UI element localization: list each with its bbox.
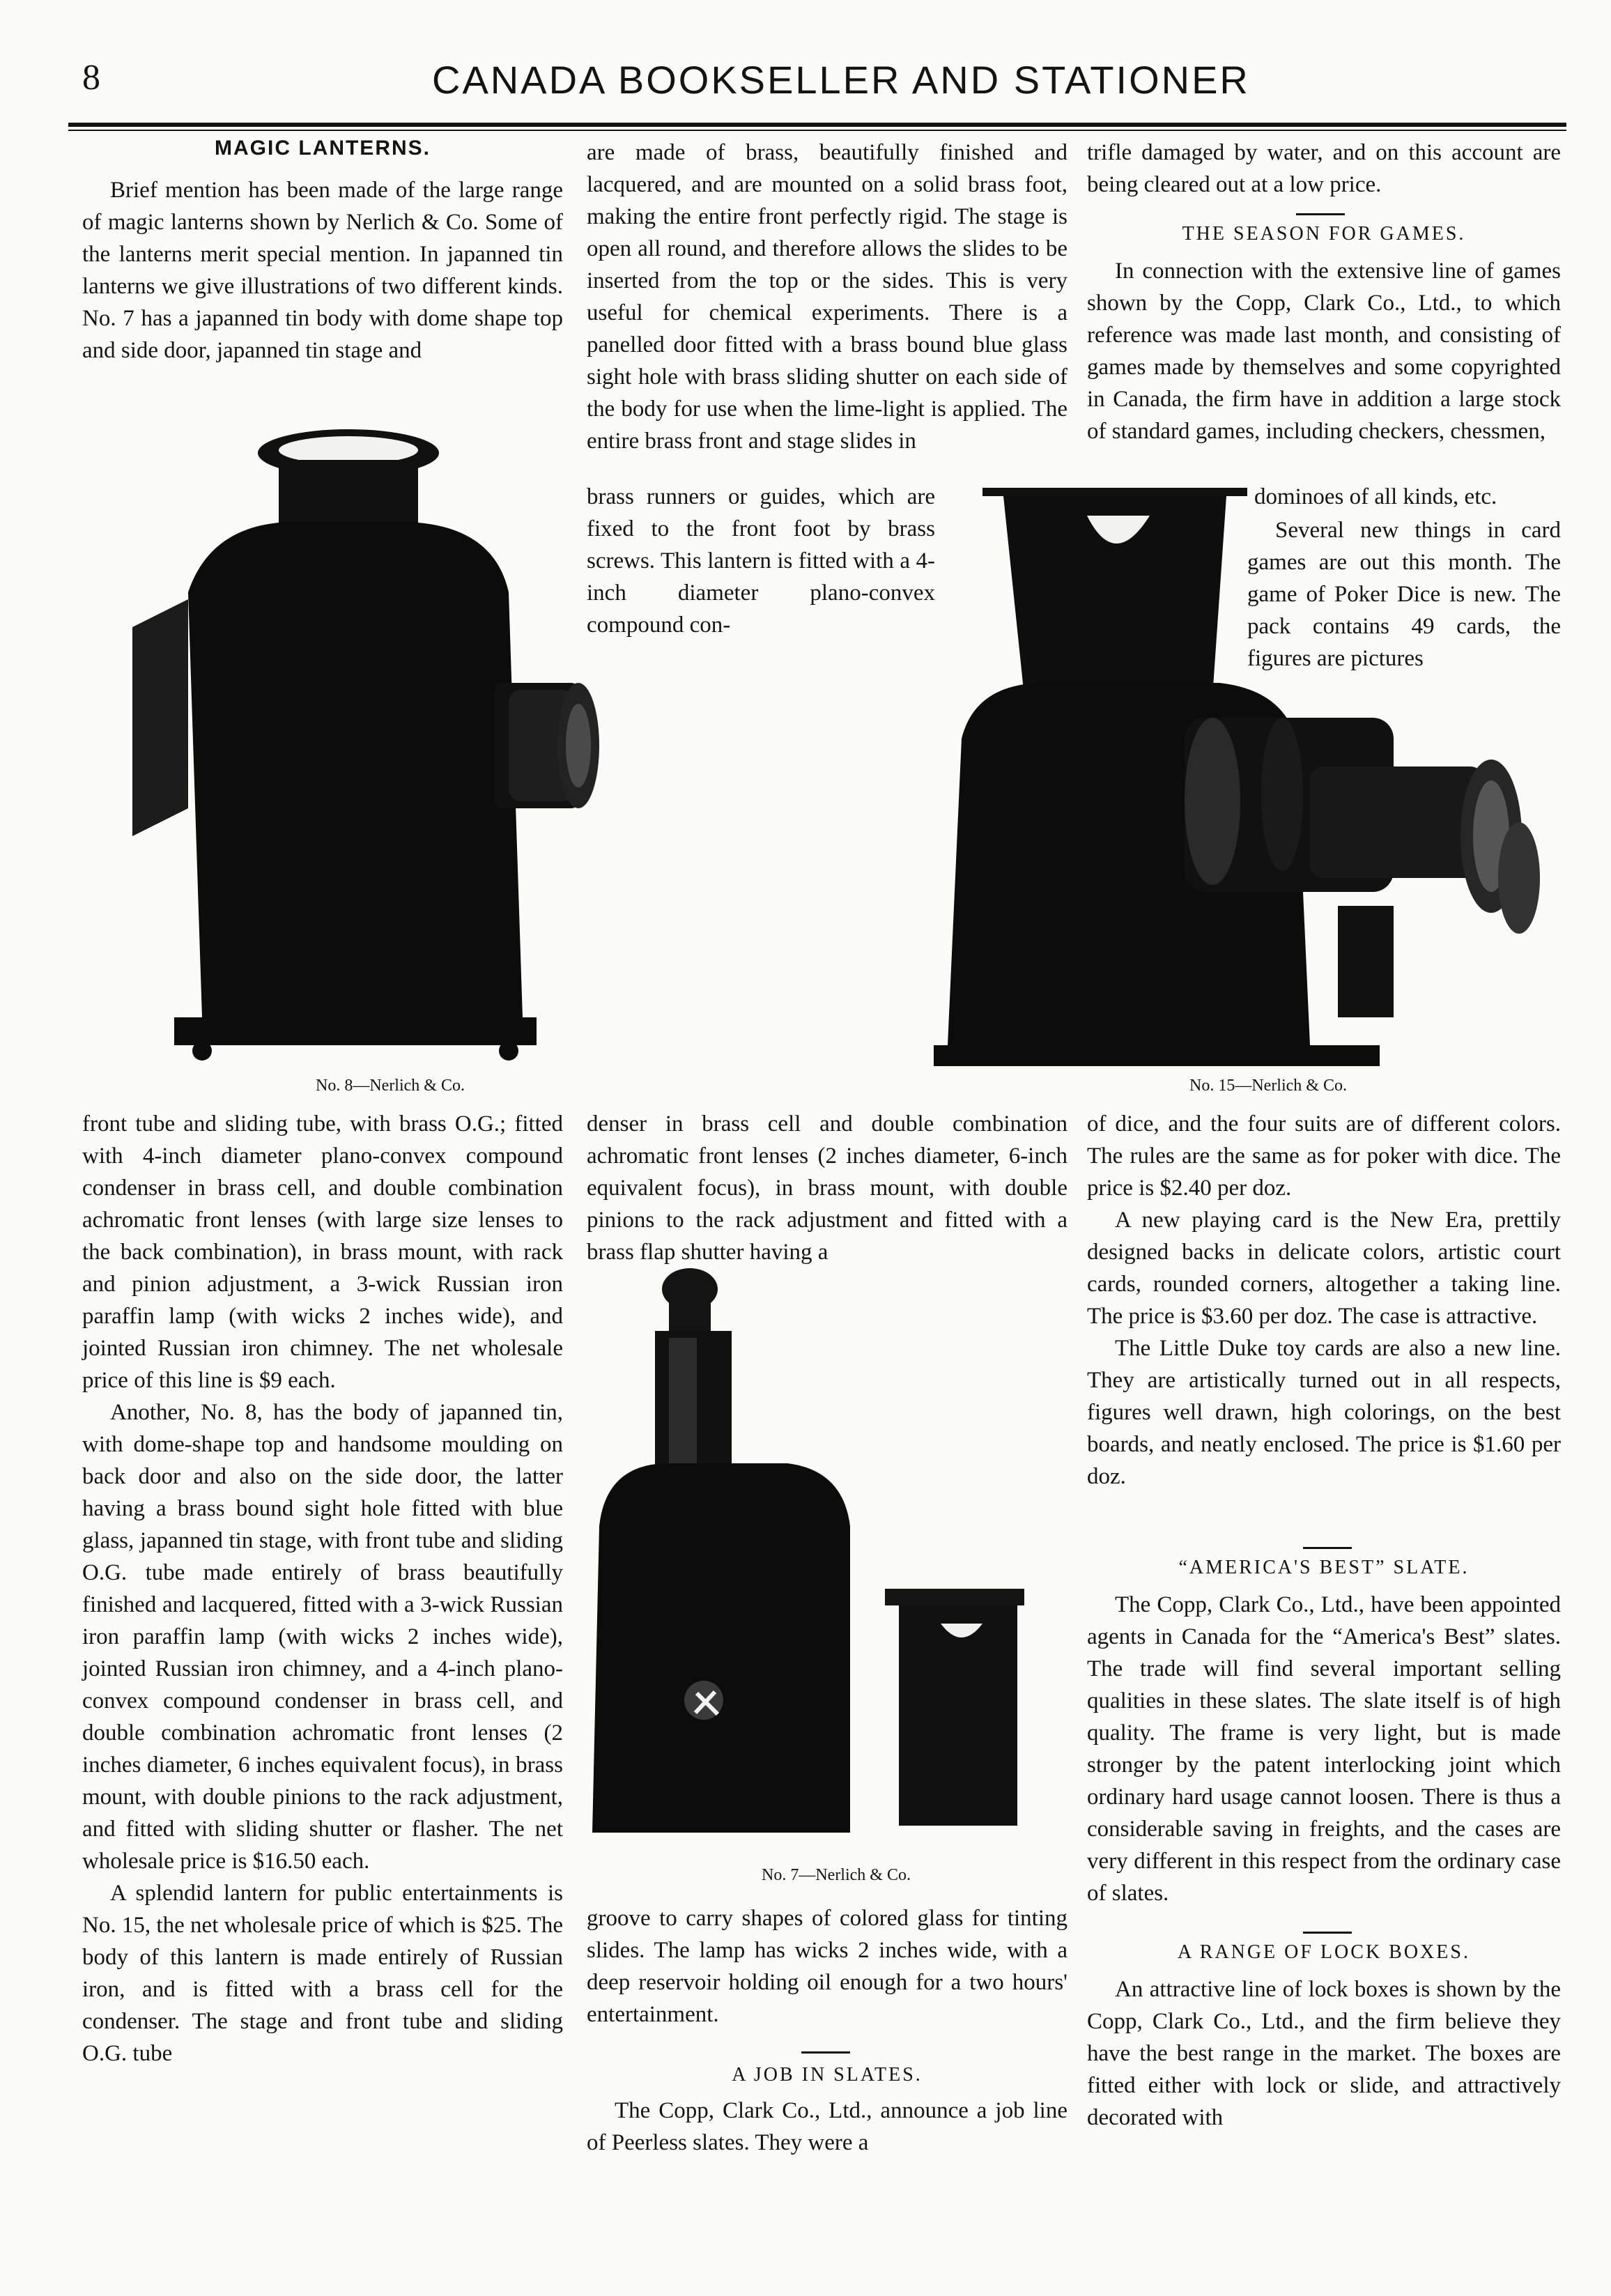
games-para: In connection with the extensive line of games shown by the Copp, Clark Co., Ltd., to which reference was made last month, and consisting of games made by themselves and some copyrighted in Canada, the firm have in addition a large stock of standard games, including checkers, chessmen,	[1087, 259, 1561, 444]
col1-para4: A splendid lantern for public entertainments is No. 15, the net wholesale price of which is $25. The body of this lantern is made entirely of Russian iron, and is fitted with a brass cell for the condenser. The stage and front tube and sliding O.G. tube	[82, 1881, 563, 2066]
slates-heading: A JOB IN SLATES.	[732, 2064, 923, 2086]
caption-no15: No. 15—Nerlich & Co.	[1189, 1077, 1347, 1095]
lock-boxes-para: An attractive line of lock boxes is shown by the Copp, Clark Co., Ltd., and the firm believe they have the best range in the market. The boxes are fitted either with lock or slide, and attractively decorated with	[1087, 1977, 1561, 2130]
newera-para: A new playing card is the New Era, prettily designed backs in delicate colors, artistic court cards, rounded corners, altogether a taking line. The price is $3.60 per doz. The case is attractive.	[1087, 1208, 1561, 1329]
duke-para: The Little Duke toy cards are also a new line. They are artistically turned out in all respects, figures well drawn, high colorings, on the best boards, and neatly enclosed. The price is $1.60 per doz.	[1087, 1336, 1561, 1489]
cards-para-b: of dice, and the four suits are of different colors. The rules are the same as for poker with dice. The price is $2.40 per doz.	[1087, 1111, 1561, 1201]
header-rule	[68, 123, 1566, 127]
americas-best-para: The Copp, Clark Co., Ltd., have been appointed agents in Canada for the “America's Best” slates. The trade will find several important selling qualities in these slates. The slate itself is of high quality. The frame is very light, but is made stronger by the patent interlocking joint which ordinary hard usage cannot loosen. There is thus a considerable saving in freights, and the cases are very different in this respect from the ordinary case of slates.	[1087, 1592, 1561, 1906]
slates-para-block	[587, 2095, 1067, 2159]
col3-lower-block	[1087, 1108, 1561, 1493]
lock-boxes-heading: A RANGE OF LOCK BOXES.	[1178, 1941, 1470, 1963]
col2-para1: are made of brass, beautifully finished and lacquered, and are mounted on a solid brass foot, making the entire front perfectly rigid. The stage is open all round, and therefore allows the slides to be inserted from the top or the sides. This is very useful for chemical experiments. There is a panelled door fitted with a brass bound blue glass sight hole with brass sliding shutter on each side of the body for use when the lime-light is applied. The entire brass front and stage slides in	[587, 140, 1067, 454]
cards-para-a: Several new things in card games are out this month. The game of Poker Dice is new. The pack contains 49 cards, the figures are pictures	[1247, 518, 1561, 671]
divider	[801, 2051, 850, 2054]
americas-best-block	[1087, 1589, 1561, 1909]
col2-para3: groove to carry shapes of colored glass for tinting slides. The lamp has wicks 2 inches wide, with a deep reservoir holding oil enough for a two hours' entertainment.	[587, 1906, 1067, 2027]
col1-para1: Brief mention has been made of the large range of magic lanterns shown by Nerlich & Co. Some of the lanterns merit special mention. In japanned tin lanterns we give illustrations of two different kinds. No. 7 has a japanned tin body with dome shape top and side door, japanned tin stage and	[82, 178, 563, 363]
games-para-b: dominoes of all kinds, etc.	[1254, 484, 1497, 509]
caption-no8: No. 8—Nerlich & Co.	[316, 1077, 465, 1095]
col1-para3: Another, No. 8, has the body of japanned tin, with dome-shape top and handsome moulding on back door and also on the side door, the latter having a brass bound sight hole fitted with blue glass, japanned tin stage, with front tube and sliding O.G. tube made entirely of brass beautifully finished and lacquered, fitted with a 3-wick Russian iron paraffin lamp (with wicks 2 inches wide), jointed Russian iron chimney, and a 4-inch plano-convex compound condenser in brass cell, and double combination achromatic front lenses (2 inches diameter, 6 inches equivalent focus), in brass mount, with double pinions to the rack adjustment, and fitted with sliding shutter or flasher. The net wholesale price is $16.50 each.	[82, 1400, 563, 1874]
lantern-no8-illustration	[105, 418, 606, 1073]
divider	[1303, 1547, 1352, 1549]
lantern-no7-illustration	[578, 1261, 1066, 1860]
americas-best-heading: “AMERICA'S BEST” SLATE.	[1178, 1557, 1470, 1578]
lantern-no15-illustration	[920, 488, 1561, 1073]
games-para-block	[1087, 255, 1561, 447]
col2-para1b: brass runners or guides, which are fixed to the front foot by brass screws. This lantern is fitted with a 4-inch diameter plano-convex compound con-	[587, 484, 935, 638]
page-number: 8	[82, 58, 100, 98]
col2-para1b-block	[587, 481, 935, 641]
caption-no7: No. 7—Nerlich & Co.	[762, 1866, 911, 1884]
divider	[1303, 1932, 1352, 1934]
col3-para1-block	[1087, 137, 1561, 201]
divider	[1296, 213, 1345, 215]
header-rule-thin	[68, 130, 1566, 131]
col1-lower-block	[82, 1108, 563, 2070]
magic-lanterns-heading: MAGIC LANTERNS.	[215, 137, 431, 160]
publication-title: CANADA BOOKSELLER AND STATIONER	[432, 58, 1250, 102]
col2-para1-block	[587, 137, 1067, 457]
col2-para3-block	[587, 1902, 1067, 2031]
games-heading: THE SEASON FOR GAMES.	[1182, 223, 1466, 245]
slates-para: The Copp, Clark Co., Ltd., announce a job line of Peerless slates. They were a	[587, 2098, 1067, 2155]
col1-para1-block	[82, 174, 563, 367]
col2-para2-block	[587, 1108, 1067, 1268]
lock-boxes-block	[1087, 1973, 1561, 2134]
col2-para2: denser in brass cell and double combination achromatic front lenses (2 inches diameter, 6-inch equivalent focus), in brass mount, with double pinions to the rack adjustment and fitted with a brass flap shutter having a	[587, 1111, 1067, 1265]
col1-para2: front tube and sliding tube, with brass O.G.; fitted with 4-inch diameter plano-convex compound condenser in brass cell, and double combination achromatic front lenses (with large size lenses to the back combination), in brass mount, with rack and pinion adjustment, a 3-wick Russian iron paraffin lamp (with wicks 2 inches wide), and jointed Russian iron chimney. The net wholesale price of this line is $9 each.	[82, 1111, 563, 1393]
page-header	[0, 54, 1611, 117]
col3-para1: trifle damaged by water, and on this account are being cleared out at a low price.	[1087, 140, 1561, 197]
